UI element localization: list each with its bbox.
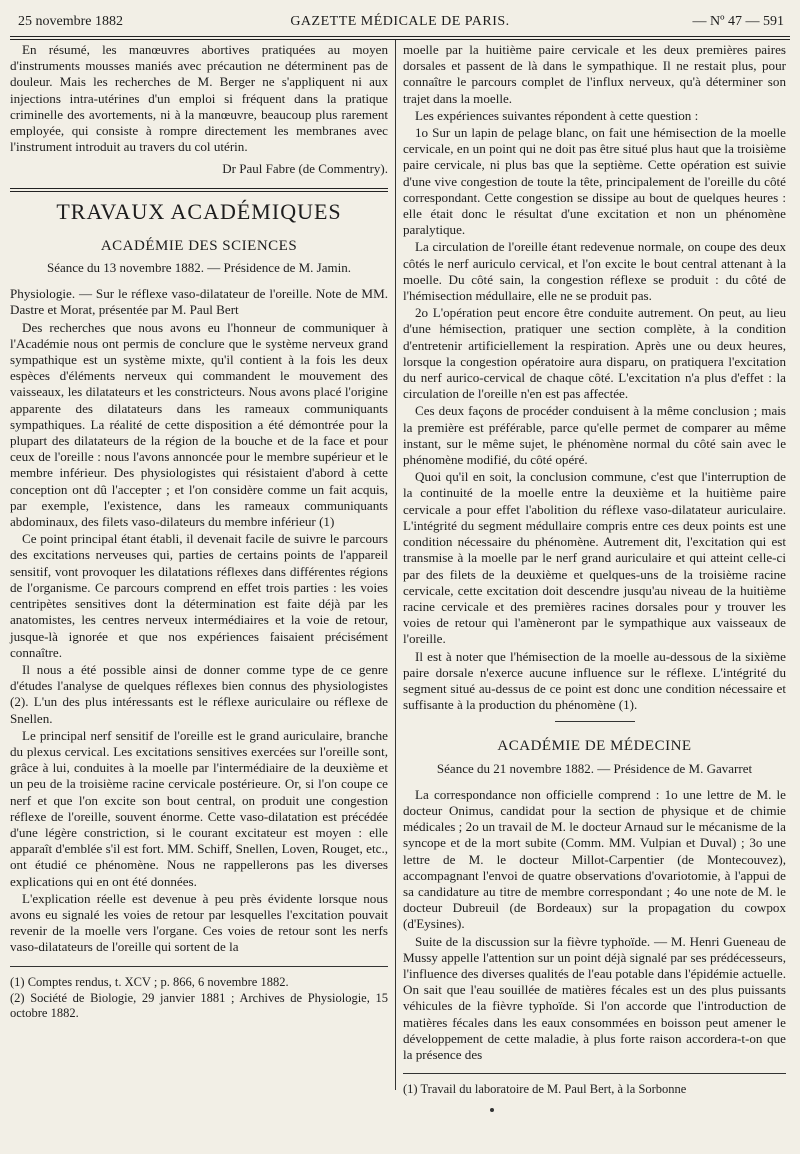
header-date: 25 novembre 1882 [18,14,123,29]
paragraph: moelle par la huitième paire cervicale et les deux premières paires dorsales et passent de là dans le sympathique. Il ne restait plus, pour connaître le parcours complet de l'influx nerveux, qu'à déterminer son trajet dans la moelle. [403,42,786,106]
seance-line: Séance du 13 novembre 1882. — Présidence de M. Jamin. [47,260,351,276]
paragraph: Le principal nerf sensitif de l'oreille est le grand auriculaire, branche du plexus cervical. Les excitations sensitives exercées sur l'oreille sont, grâce à lui, conduites à la moelle par l'intermédiaire de la deuxième et un peu de la troisième racine cervicale postérieure. Or, si l'on coupe ce nerf et que l'on excite son bout central, on produit une congestion réflexe de l'oreille, souvent énorme. Cette vaso-dilatation est précédée d'une légère constriction, si le courant excitateur est moyen : elle apparaît d'emblée s'il est fort. MM. Schiff, Snellen, Loven, Rouget, etc., ont étudié ce phénomène. Nous ne rappellerons pas les diverses explications qui en ont été données. [10,727,388,889]
right-column [403,42,786,1098]
paragraph: 1o Sur un lapin de pelage blanc, on fait une hémisection de la moelle cervicale, en un point qui ne doit pas être situé plus haut que la troisième paire cervicale, ni plus bas que la septième. Cette opération est suivie d'une vive congestion de toute la tête, principalement de l'oreille du côté correspondant. Cette congestion se dissipe au bout de quelques heures : elle était donc le résultat d'une excitation et non un phénomène paralytique. [403,125,786,238]
footnote-rule [403,1073,786,1074]
paragraph: Il nous a été possible ainsi de donner comme type de ce genre d'études l'analyse de quelques réflexes bien connus des physiologistes (2). L'un des plus intéressants est le réflexe auriculaire ou réflexe de Snellen. [10,661,388,726]
paragraph: Quoi qu'il en soit, la conclusion commune, c'est que l'interruption de la continuité de la moelle entre la deuxième et la huitième paire cervicale a pour effet l'abolition du réflexe vaso-dilatateur auriculaire. L'intégrité du segment médullaire compris entre ces deux points est une condition nécessaire du phénomène. Autrement dit, l'excitation qui est transmise à la moelle par le nerf grand auriculaire et qui atteint celle-ci par des filets de la deuxième et quelques-uns de la troisième racine cervicale, cette excitation doit descendre jusqu'au niveau de la huitième racine cervicale et des premières racines dorsales pour y trouver les voies de retour qui l'amèneront par le sympathique aux vaisseaux de l'oreille. [403,469,786,647]
paragraph: Il est à noter que l'hémisection de la moelle au-dessous de la sixième paire dorsale n'exerce aucune influence sur le réflexe. L'intégrité du segment situé au-dessus de ce point est donc une condition nécessaire et suffisante à la production du phénomène (1). [403,648,786,713]
paragraph: Suite de la discussion sur la fièvre typhoïde. — M. Henri Gueneau de Mussy appelle l'attention sur un point déjà signalé par ses prédécesseurs, l'influence des diverses qualités de l'eau potable dans l'épidémie actuelle. On sait que l'eau souillée de matières fécales est un des plus puissants véhicules de la fièvre typhoïde. Si l'on accorde que l'introduction de matières fécales dans les eaux consommées en boisson peut amener le développement de cette maladie, à plus forte raison accordera-t-on que la présence des [403,933,786,1062]
footnote-rule [10,966,388,967]
column-divider [395,40,396,1090]
academy-title: ACADÉMIE DES SCIENCES [100,237,298,254]
footnote: (1) Travail du laboratoire de M. Paul Bert, à la Sorbonne [403,1082,687,1097]
academy-title: ACADÉMIE DE MÉDECINE [497,738,692,755]
ink-spot [490,1108,494,1112]
author-signature: Dr Paul Fabre (de Commentry). [222,161,388,177]
paragraph: L'explication réelle est devenue à peu près évidente lorsque nous avons eu signalé les voies de retour par lesquelles l'excitation pouvait revenir de la moelle vers l'organe. Ces voies de retour sont les nerfs vaso-dilatateurs de l'oreille qui sortent de la [10,890,388,955]
intro-paragraph: En résumé, les manœuvres abortives pratiquées au moyen d'instruments mousses maniés avec précaution ne déterminent pas de douleur. Mais les recherches de M. Berger ne s'appliquent ni aux injections intra-utérines d'un emploi si fréquent dans la pratique criminelle des avortements, ni à la manœuvre, beaucoup plus rarement employée, qui consiste à rompre directement les membranes avec l'instrument introduit au travers du col utérin. [10,42,388,155]
left-column [10,42,388,1022]
footnote: (1) Comptes rendus, t. XCV ; p. 866, 6 novembre 1882. [10,974,289,989]
section-rule [10,188,388,192]
section-rule [555,721,635,722]
paragraph: Les expériences suivantes répondent à cette question : [415,107,699,123]
paragraph: La circulation de l'oreille étant redevenue normale, on coupe des deux côtés le nerf auriculo cervical, et l'on excite le bout central attenant à la moelle. Du côté sain, la congestion réflexe se produit : du côté de l'hémisection médullaire, elle ne se produit pas. [403,239,786,304]
page-header [12,8,788,36]
paragraph: La correspondance non officielle comprend : 1o une lettre de M. le docteur Onimus, candidat pour la section de physique et de chimie médicales ; 2o un travail de M. le docteur Arnaud sur le mécanisme de la syncope et de la mort subite (Comm. MM. Vulpian et Duval) ; 3o une lettre de M. le docteur Millot-Carpentier (de Montecouvez), accompagnant l'envoi de quatre observations d'ovariotomie, à l'appui de sa candidature au titre de membre correspondant ; 4o une note de M. le docteur Dubreuil (de Bordeaux) sur la propagation du cowpox (d'Eysines). [403,786,786,932]
footnote: (2) Société de Biologie, 29 janvier 1881 ; Archives de Physiologie, 15 octobre 1882. [10,990,388,1020]
paragraph: Ces deux façons de procéder conduisent à la même conclusion ; mais la première est préférable, parce qu'elle permet de comparer au même instant, sur le même sujet, le phénomène normal du côté sain avec le phénomène modifié, du côté opéré. [403,403,786,468]
section-title: TRAVAUX ACADÉMIQUES [56,198,342,224]
paragraph: Ce point principal étant établi, il devenait facile de suivre le parcours des excitations nerveuses qui, parties de certains points de l'appareil sensitif, vont provoquer les dilatations réflexes dans différentes régions de l'organisme. Ce parcours comprend en effet trois parties : les voies centripètes sensitives dont la détermination est faite déjà par les anatomistes, les centres nerveux intermédiaires et la voie de retour, jusque-là ignorée et que nos expériences faisaient précisément connaître. [10,531,388,660]
article-title: Physiologie. — Sur le réflexe vaso-dilatateur de l'oreille. Note de MM. Dastre et Morat, présentée par M. Paul Bert [10,286,388,318]
seance-line: Séance du 21 novembre 1882. — Présidence de M. Gavarret [436,760,753,776]
header-rule [10,36,790,40]
header-issue-page: — Nº 47 — 591 [692,14,784,29]
header-journal-title: GAZETTE MÉDICALE DE PARIS. [290,14,510,29]
paragraph: Des recherches que nous avons eu l'honneur de communiquer à l'Académie nous ont permis de conclure que le système nerveux grand sympathique est un système mixte, qu'il contient à la fois les deux espèces d'éléments nerveux qui commandent le mouvement des vaisseaux, les dilatateurs et les constricteurs. Nous avons placé l'origine apparente des dilatateurs dans les rameaux communiquants sympathiques. La réalité de cette disposition a été démontrée pour la plupart des dilatateurs de la région de la bouche et de la face et pour ceux de l'oreille : nous l'avons annoncée pour le membre supérieur et le membre inférieur. Des physiologistes qui résistaient d'abord à cette conception ont dû l'accepter ; et l'on considère comme un fait acquis, par exemple, l'existence, dans les rameaux communiquants abdominaux, des filets vaso-dilateurs du membre inférieur (1) [10,319,388,530]
paragraph: 2o L'opération peut encore être conduite autrement. On peut, au lieu d'une hémisection, pratiquer une section complète, à la condition d'entretenir artificiellement la respiration. Après une ou deux heures, lorsque la congestion opératoire aura disparu, on pratiquera l'excitation du nerf aurico-cervical de chaque côté. L'excitation n'a plus d'effet : la circulation de l'oreille n'en est pas affectée. [403,305,786,402]
